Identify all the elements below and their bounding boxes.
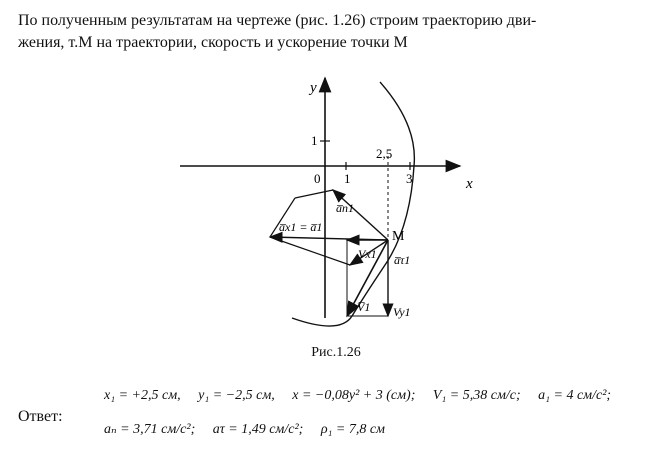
a-n1-label: a̅n1 — [336, 201, 354, 215]
answer-label: Ответ: — [18, 408, 63, 425]
answer-trajectory: x = −0,08y² + 3 (см); — [292, 388, 416, 403]
origin-label: 0 — [314, 171, 321, 186]
answer-a1: a₁ = 4 см/с²; — [538, 388, 612, 403]
v1-label: V̅1 — [357, 300, 371, 314]
answer-atau: aτ = 1,49 см/с²; — [212, 422, 304, 437]
answer-v1: V₁ = 5,38 см/с; — [432, 388, 521, 403]
a-tau1-label: a̅τ1 — [394, 253, 411, 267]
point-m-label: M — [392, 229, 405, 244]
x-axis-label: x — [466, 176, 473, 192]
y-axis-label: y — [310, 80, 317, 96]
answer-line-2 — [104, 421, 399, 438]
answer-y1: y₁ = −2,5 см, — [198, 388, 275, 403]
parallelogram-bottom — [270, 237, 350, 265]
x-2-5-label: 2,5 — [376, 146, 393, 161]
figure-caption: Рис.1.26 — [311, 345, 361, 360]
x-tick-3-label: 3 — [406, 171, 413, 186]
answer-line-1 — [104, 388, 625, 404]
a-n1-vector — [333, 190, 388, 240]
answer-an: aₙ = 3,71 см/с²; — [104, 422, 196, 437]
answer-rho1: ρ₁ = 7,8 см — [320, 422, 385, 437]
answer-x1: x₁ = +2,5 см, — [104, 388, 181, 403]
problem-text-line-1: По полученным результатам на чертеже (рис. 1.26) строим траекторию дви- — [18, 12, 537, 29]
parallelogram-side — [295, 190, 333, 198]
x-tick-1-label: 1 — [344, 171, 351, 186]
v-x1-label: Vx1 — [358, 247, 377, 261]
problem-text-line-2: жения, т.М на траектории, скорость и ускорение точки М — [18, 34, 408, 51]
y-tick-1-label: 1 — [311, 133, 318, 148]
v-y1-label: Vy1 — [393, 305, 411, 319]
a-x1-a1-label: a̅x1 = a̅1 — [279, 220, 323, 234]
